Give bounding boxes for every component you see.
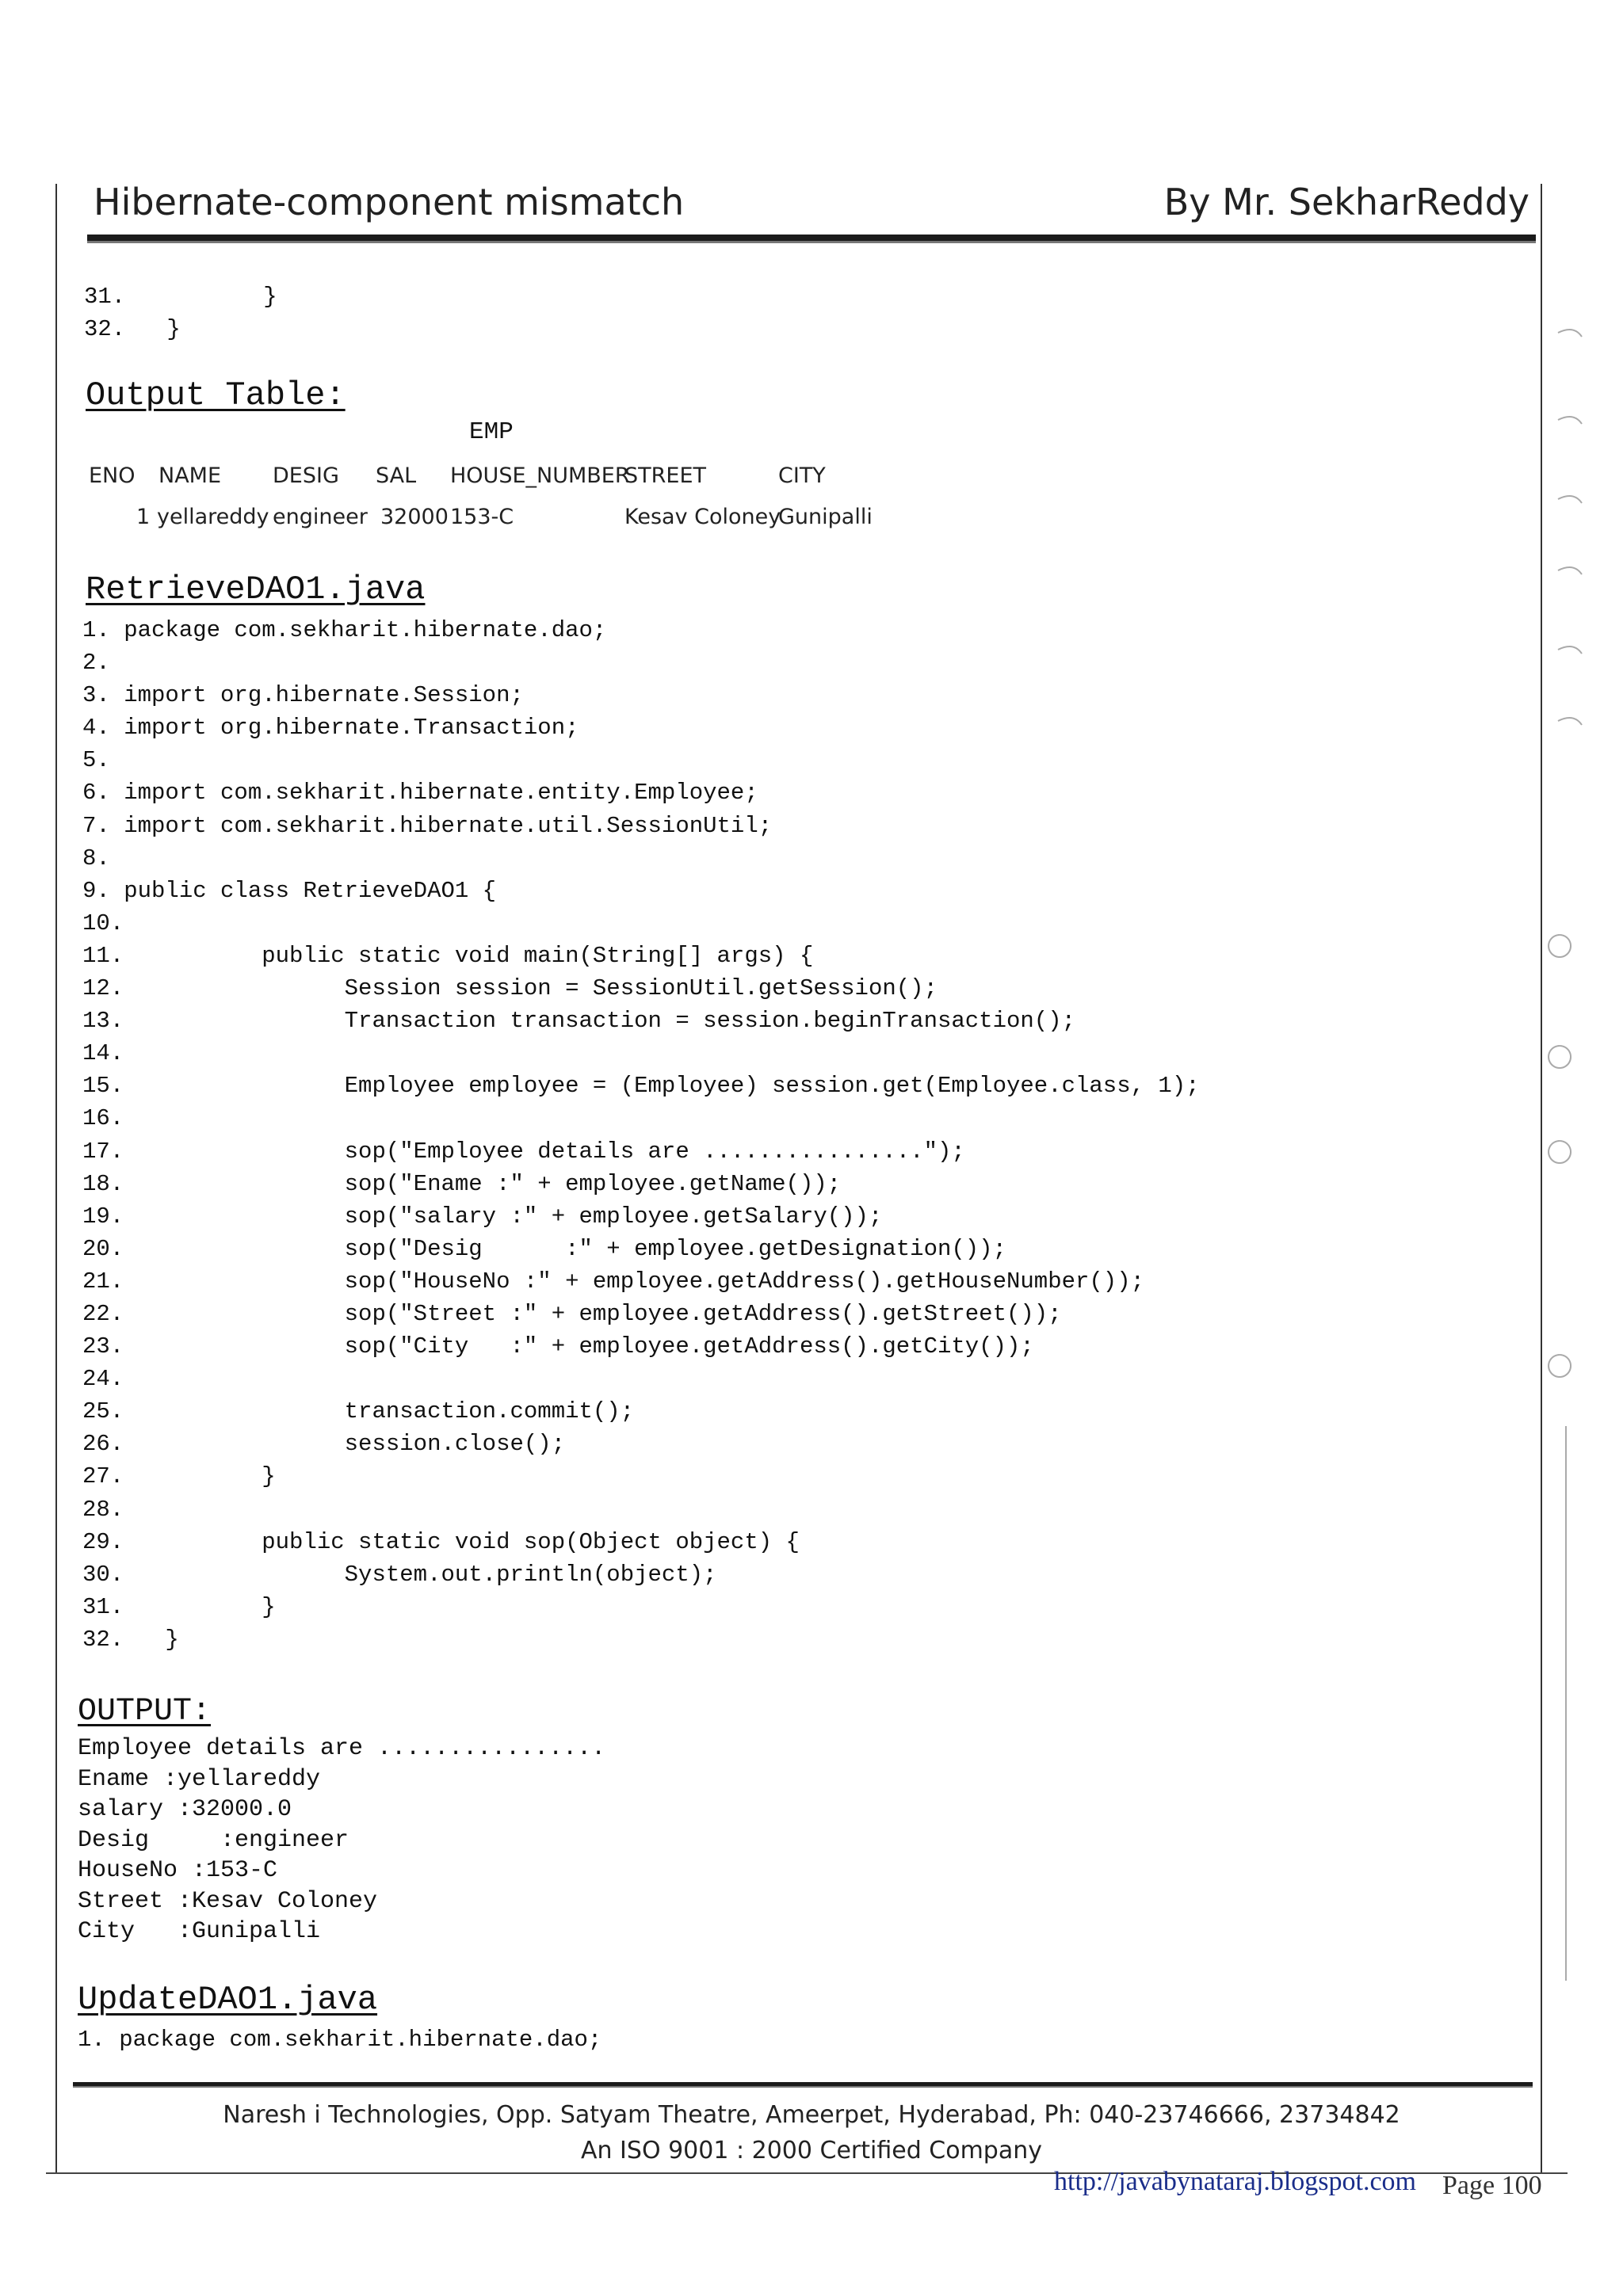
column-header: STREET: [624, 463, 707, 488]
code-line: 1. package com.sekharit.hibernate.dao;: [78, 2027, 602, 2053]
code-line: 23. sop("City :" + employee.getAddress().getCity());: [82, 1333, 1034, 1360]
page-number: Page 100: [1442, 2171, 1542, 2200]
code-line: 10.: [82, 910, 124, 936]
code-line: 3. import org.hibernate.Session;: [82, 682, 524, 709]
column-header: SAL: [376, 463, 417, 488]
retrieve-dao-heading: RetrieveDAO1.java: [86, 570, 426, 608]
code-line: 9. public class RetrieveDAO1 {: [82, 877, 497, 904]
code-line: 26. session.close();: [82, 1431, 566, 1458]
code-line: 11. public static void main(String[] args) {: [82, 942, 814, 969]
code-continuation: [84, 280, 277, 345]
header-author: By Mr. SekharReddy: [1163, 181, 1529, 223]
table-cell: engineer: [273, 505, 368, 529]
code-line: 8.: [82, 845, 110, 871]
code-line: 13. Transaction transaction = session.beginTransaction();: [82, 1008, 1076, 1035]
code-line: 32. }: [82, 1626, 179, 1653]
column-header: DESIG: [273, 463, 339, 488]
code-line: 17. sop("Employee details are ................");: [82, 1138, 965, 1165]
code-line: 28.: [82, 1496, 124, 1523]
code-line: 19. sop("salary :" + employee.getSalary());: [82, 1203, 883, 1230]
code-line: 20. sop("Desig :" + employee.getDesignation());: [82, 1235, 1006, 1262]
output-line: Ename :yellareddy: [78, 1765, 321, 1793]
table-cell: 153-C: [450, 505, 514, 529]
table-cell: yellareddy: [157, 505, 269, 529]
blog-link[interactable]: http://javabynataraj.blogspot.com: [1054, 2167, 1417, 2196]
code-line: 6. import com.sekharit.hibernate.entity.Employee;: [82, 780, 758, 807]
code-line: 31. }: [82, 1593, 276, 1620]
code-line: 31. }: [84, 284, 277, 310]
header-title: Hibernate-component mismatch: [94, 181, 685, 223]
output-line: City :Gunipalli: [78, 1918, 321, 1945]
code-line: 2.: [82, 650, 110, 677]
console-output: [78, 1733, 605, 1947]
table-cell: 32000: [380, 505, 449, 529]
code-line: 14.: [82, 1040, 124, 1067]
update-dao-heading: UpdateDAO1.java: [78, 1981, 378, 2019]
output-line: HouseNo :153-C: [78, 1857, 278, 1884]
output-line: Street :Kesav Coloney: [78, 1887, 378, 1915]
output-heading: OUTPUT:: [78, 1694, 212, 1730]
header-divider: [87, 235, 1536, 243]
column-header: HOUSE_NUMBER: [450, 463, 630, 488]
code-line: 24.: [82, 1366, 124, 1393]
code-line: 12. Session session = SessionUtil.getSession();: [82, 975, 938, 1002]
code-line: 29. public static void sop(Object object) {: [82, 1528, 800, 1555]
code-line: 16.: [82, 1105, 124, 1132]
retrieve-dao-code: [82, 614, 1200, 1656]
code-line: 4. import org.hibernate.Transaction;: [82, 715, 579, 742]
footer-divider: [73, 2082, 1533, 2088]
code-line: 15. Employee employee = (Employee) session.get(Employee.class, 1);: [82, 1073, 1200, 1100]
code-line: 25. transaction.commit();: [82, 1398, 635, 1425]
footer-address: Naresh i Technologies, Opp. Satyam Theatre, Ameerpet, Hyderabad, Ph: 040-23746666, 23734842: [223, 2101, 1400, 2129]
output-table-heading: Output Table:: [86, 376, 346, 414]
binding-marks: [1542, 79, 1590, 2139]
table-cell: Kesav Coloney: [624, 505, 781, 529]
code-line: 27. }: [82, 1463, 276, 1490]
code-line: 21. sop("HouseNo :" + employee.getAddress().getHouseNumber());: [82, 1268, 1145, 1295]
output-line: Desig :engineer: [78, 1826, 349, 1854]
table-cell: Gunipalli: [778, 505, 873, 529]
column-header: CITY: [778, 463, 826, 488]
code-line: 32. }: [84, 316, 181, 343]
column-header: ENO: [89, 463, 136, 488]
code-line: 5.: [82, 747, 110, 774]
code-line: 1. package com.sekharit.hibernate.dao;: [82, 617, 607, 643]
footer-certification: An ISO 9001 : 2000 Certified Company: [580, 2137, 1042, 2164]
output-line: Employee details are ................: [78, 1735, 606, 1762]
output-line: salary :32000.0: [78, 1796, 292, 1823]
code-line: 30. System.out.println(object);: [82, 1561, 717, 1588]
table-caption: EMP: [469, 418, 514, 446]
code-line: 18. sop("Ename :" + employee.getName());: [82, 1170, 842, 1197]
column-header: NAME: [158, 463, 222, 488]
table-cell: 1: [136, 505, 151, 529]
code-line: 7. import com.sekharit.hibernate.util.SessionUtil;: [82, 812, 773, 839]
code-line: 22. sop("Street :" + employee.getAddress().getStreet());: [82, 1300, 1062, 1327]
update-dao-code: [78, 2023, 601, 2056]
